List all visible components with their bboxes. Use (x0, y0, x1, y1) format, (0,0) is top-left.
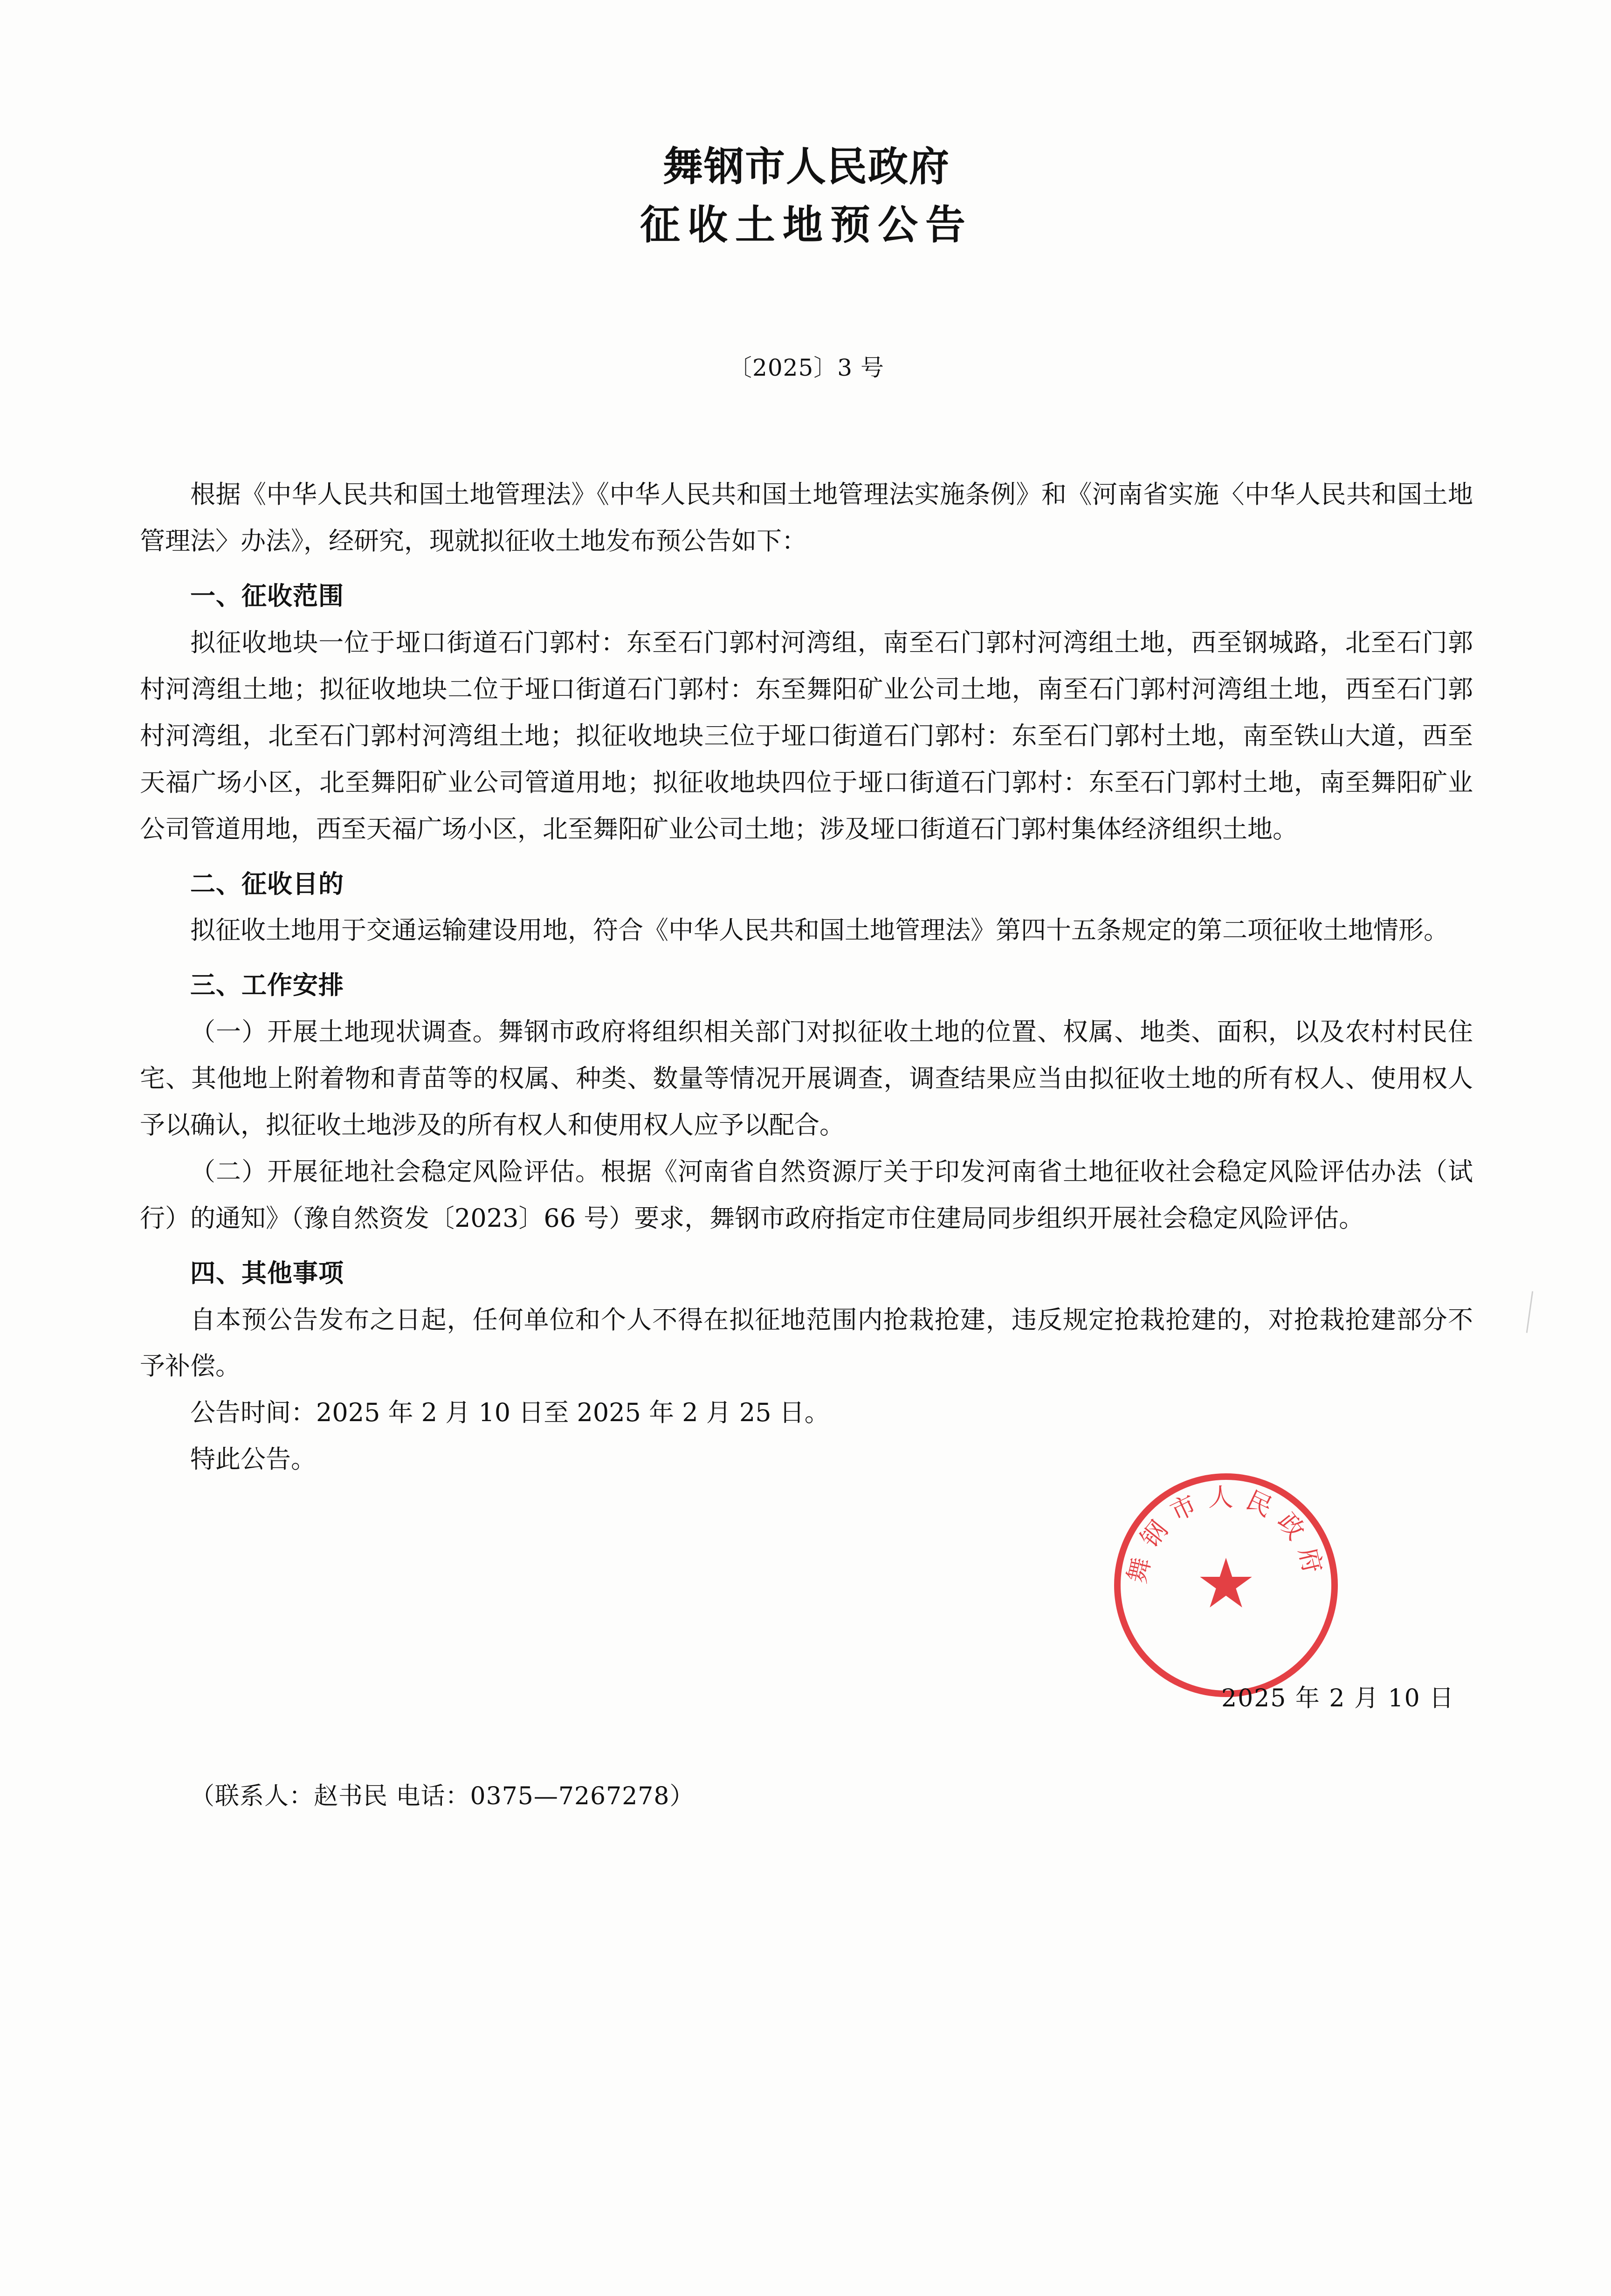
official-seal-icon (1114, 1473, 1338, 1697)
section-heading-2: 二、征收目的 (190, 868, 344, 899)
document-body (140, 0, 1473, 1835)
section-4-paragraph-1: 自本预公告发布之日起，任何单位和个人不得在拟征地范围内抢栽抢建，违反规定抢栽抢建的，对抢栽抢建部分不予补偿。 (140, 1305, 1473, 1381)
intro-paragraph: 根据《中华人民共和国土地管理法》《中华人民共和国土地管理法实施条例》和《河南省实施〈中华人民共和国土地管理法〉办法》，经研究，现就拟征收土地发布预公告如下： (140, 480, 1473, 556)
seal-area (140, 1483, 1473, 1720)
section-heading-1: 一、征收范围 (190, 581, 344, 611)
section-heading-4: 四、其他事项 (190, 1258, 344, 1288)
section-heading-3: 三、工作安排 (190, 970, 344, 1000)
announcement-period: 公告时间：2025 年 2 月 10 日至 2025 年 2 月 25 日。 (190, 1398, 830, 1428)
document-title (140, 140, 1473, 256)
sign-date: 2025 年 2 月 10 日 (1221, 1684, 1455, 1713)
svg-text:舞钢市人民政府: 舞钢市人民政府 (1122, 1483, 1330, 1586)
page-edge-mark (1526, 1291, 1533, 1333)
section-3-paragraph-1: （一）开展土地现状调查。舞钢市政府将组织相关部门对拟征收土地的位置、权属、地类、面积，以及农村村民住宅、其他地上附着物和青苗等的权属、种类、数量等情况开展调查，调查结果应当由拟征收土地的所有权人、使用权人予以确认，拟征收土地涉及的所有权人和使用权人应予以配合。 (140, 1017, 1473, 1140)
section-3-paragraph-2: （二）开展征地社会稳定风险评估。根据《河南省自然资源厅关于印发河南省土地征收社会稳定风险评估办法（试行）的通知》（豫自然资发〔2023〕66 号）要求，舞钢市政府指定市住建局同步组织开展社会稳定风险评估。 (140, 1156, 1473, 1233)
document-number: 〔2025〕3 号 (729, 354, 884, 382)
contact-info: （联系人：赵书民 电话：0375—7267278） (190, 1782, 695, 1811)
page-title-line-1: 舞钢市人民政府 (663, 143, 950, 190)
seal-star-icon: ★ (1198, 1553, 1254, 1618)
section-1-paragraph-1: 拟征收地块一位于垭口街道石门郭村：东至石门郭村河湾组，南至石门郭村河湾组土地，西至钢城路，北至石门郭村河湾组土地；拟征收地块二位于垭口街道石门郭村：东至舞阳矿业公司土地，南至石门郭村河湾组土地，西至石门郭村河湾组，北至石门郭村河湾组土地；拟征收地块三位于垭口街道石门郭村：东至石门郭村土地，南至铁山大道，西至天福广场小区，北至舞阳矿业公司管道用地；拟征收地块四位于垭口街道石门郭村：东至石门郭村土地，南至舞阳矿业公司管道用地，西至天福广场小区，北至舞阳矿业公司土地；涉及垭口街道石门郭村集体经济组织土地。 (140, 628, 1473, 844)
closing-statement: 特此公告。 (190, 1444, 316, 1474)
page-title-line-2: 征收土地预公告 (640, 201, 973, 249)
section-2-paragraph-1: 拟征收土地用于交通运输建设用地，符合《中华人民共和国土地管理法》第四十五条规定的第二项征收土地情形。 (190, 915, 1449, 945)
